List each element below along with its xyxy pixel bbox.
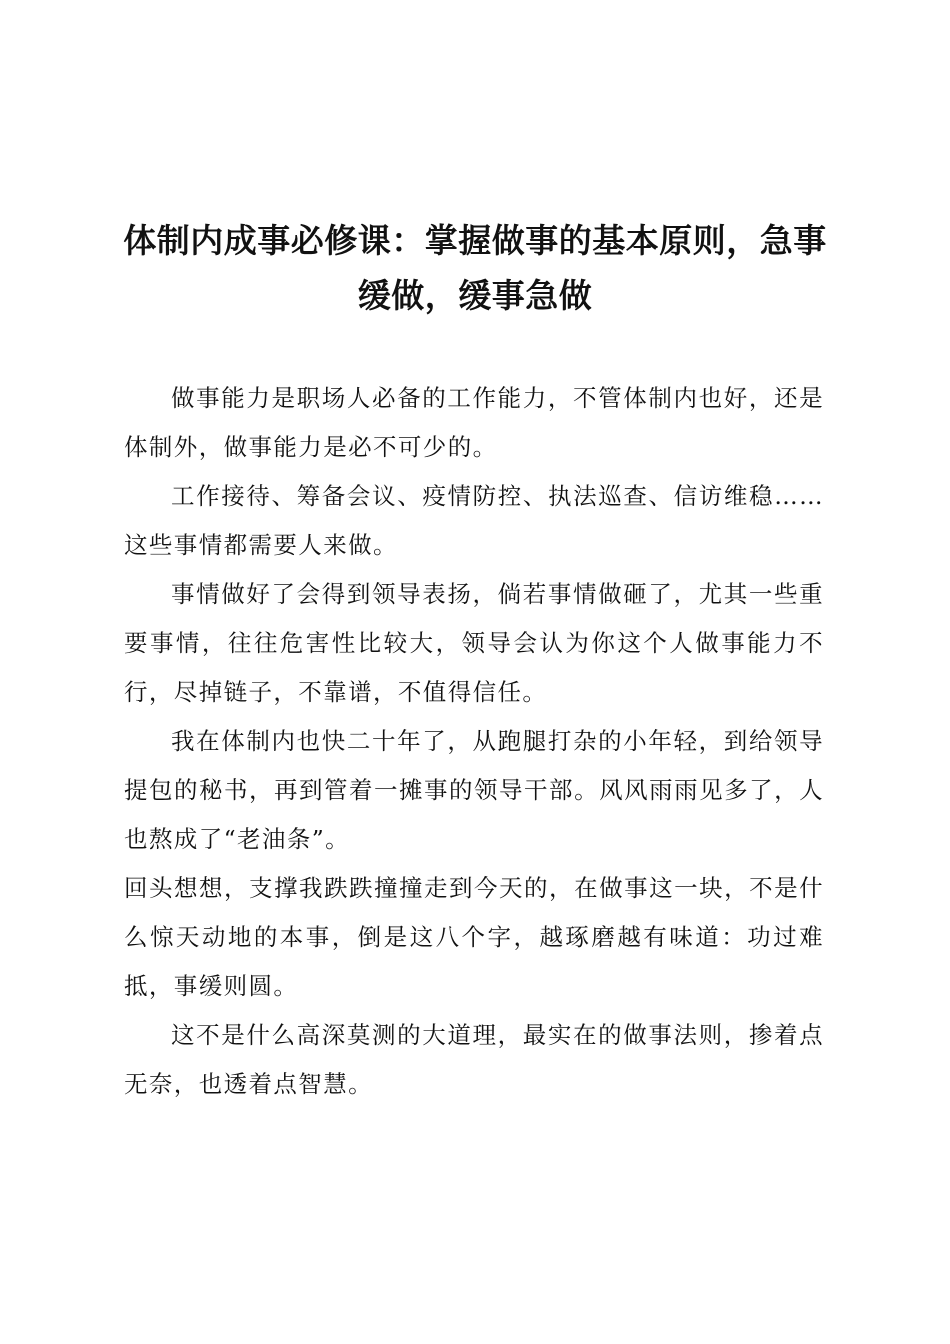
document-title: 体制内成事必修课：掌握做事的基本原则，急事缓做，缓事急做 bbox=[123, 221, 827, 315]
paragraph-4: 我在体制内也快二十年了，从跑腿打杂的小年轻，到给领导提包的秘书，再到管着一摊事的领导干部。风风雨雨见多了，人也熬成了“老油条”。 bbox=[124, 727, 824, 853]
document-body bbox=[124, 374, 824, 1109]
paragraph-2: 工作接待、筹备会议、疫情防控、执法巡查、信访维稳……这些事情都需要人来做。 bbox=[124, 482, 824, 559]
paragraph-5: 回头想想，支撑我跌跌撞撞走到今天的，在做事这一块，不是什么惊天动地的本事，倒是这八个字，越琢磨越有味道：功过难抵，事缓则圆。 bbox=[124, 874, 824, 1000]
paragraph-6: 这不是什么高深莫测的大道理，最实在的做事法则，掺着点无奈，也透着点智慧。 bbox=[124, 1021, 824, 1098]
paragraph-3: 事情做好了会得到领导表扬，倘若事情做砸了，尤其一些重要事情，往往危害性比较大，领导会认为你这个人做事能力不行，尽掉链子，不靠谱，不值得信任。 bbox=[124, 580, 824, 706]
paragraph-1: 做事能力是职场人必备的工作能力，不管体制内也好，还是体制外，做事能力是必不可少的。 bbox=[124, 384, 824, 461]
